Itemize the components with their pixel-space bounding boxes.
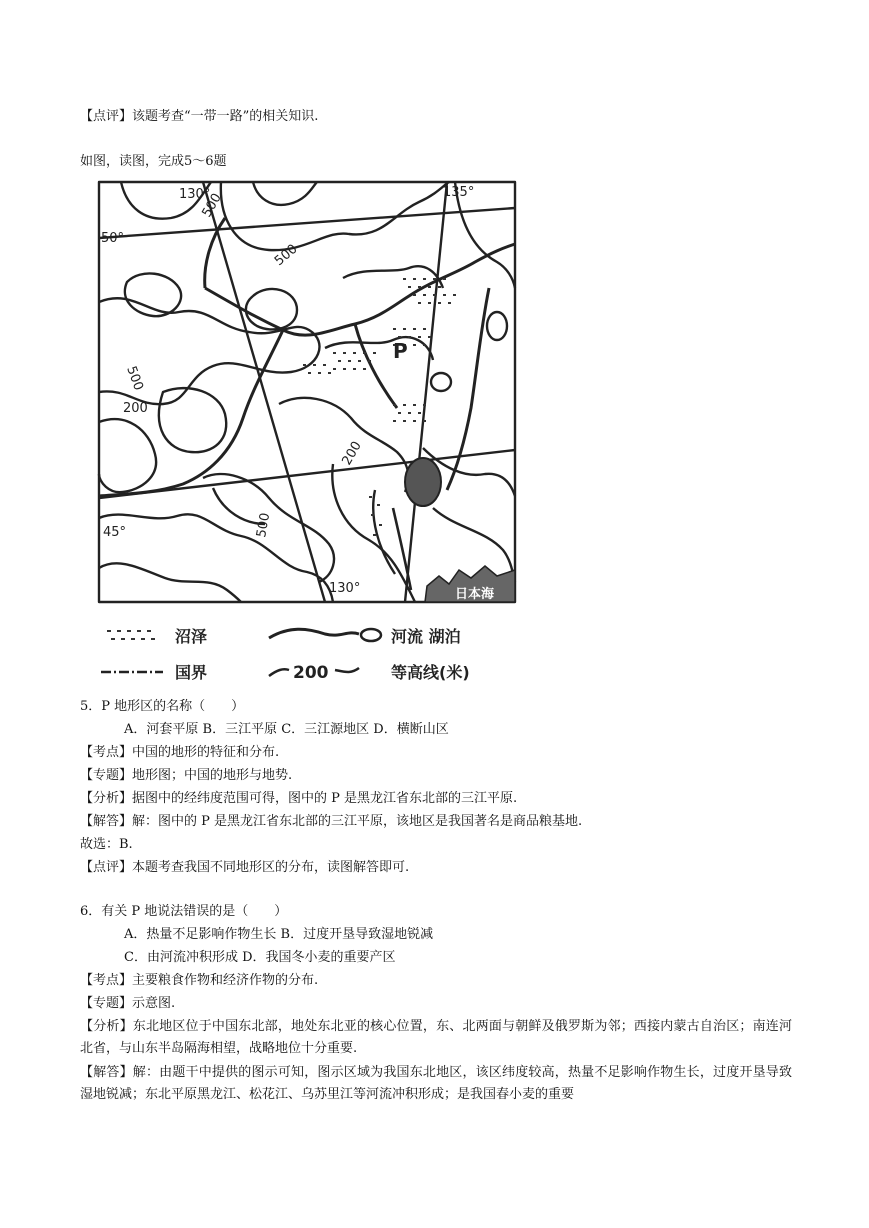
q6-jieda: 【解答】解：由题干中提供的图示可知，图示区域为我国东北地区，该区纬度较高，热量不足影响作物生长，过度开垦导致湿地锐减；东北平原黑龙江、松花江、乌苏里江等河流冲积形成；是我国春小麦的重要 xyxy=(80,1065,792,1102)
q6-options-1: A．热量不足影响作物生长 B．过度开垦导致湿地锐减 xyxy=(124,927,434,942)
legend-swamp: 沼泽 xyxy=(175,627,208,646)
legend-border: 国界 xyxy=(175,663,208,682)
label-lat-50: 50° xyxy=(101,231,125,246)
topographic-map xyxy=(93,178,521,686)
q6-kaodian: 【考点】主要粮食作物和经济作物的分布. xyxy=(80,973,319,988)
contour-label: 500 xyxy=(199,190,225,220)
label-lat-45: 45° xyxy=(103,525,127,540)
q5-dianping: 【点评】本题考查我国不同地形区的分布，读图解答即可. xyxy=(80,860,410,875)
contour-label: 500 xyxy=(254,511,274,539)
q5-kaodian: 【考点】中国的地形的特征和分布. xyxy=(80,745,280,760)
q5-fenxi: 【分析】据图中的经纬度范围可得，图中的 P 是黑龙江省东北部的三江平原. xyxy=(80,791,518,806)
lake-dark xyxy=(405,458,441,506)
comment-q4: 【点评】该题考查“一带一路”的相关知识. xyxy=(80,109,319,124)
q5-options: A．河套平原 B．三江平原 C．三江源地区 D．横断山区 xyxy=(124,722,449,737)
legend-contour-sample: 200 xyxy=(293,663,329,683)
contour-label: 200 xyxy=(339,438,365,468)
legend-river-lake: 河流 湖泊 xyxy=(391,627,461,646)
contour-label: 200 xyxy=(123,401,148,416)
q6-stem: 6．有关 P 地说法错误的是（ ） xyxy=(80,904,288,919)
q5-zhuanti: 【专题】地形图；中国的地形与地势. xyxy=(80,768,293,783)
contour-label: 500 xyxy=(271,241,301,270)
q5-jieda: 【解答】解：图中的 P 是黑龙江省东北部的三江平原，该地区是我国著名是商品粮基地. xyxy=(80,814,583,829)
q5-answer: 故选：B. xyxy=(80,837,133,852)
label-p: P xyxy=(393,339,408,363)
q5-stem: 5．P 地形区的名称（ ） xyxy=(80,699,245,714)
label-lon-135: 135° xyxy=(443,185,475,200)
q6-options-2: C．由河流冲积形成 D．我国冬小麦的重要产区 xyxy=(124,950,396,965)
contour-label: 500 xyxy=(123,364,146,393)
q6-fenxi: 【分析】东北地区位于中国东北部，地处东北亚的核心位置，东、北两面与朝鲜及俄罗斯为邻；西接内蒙古自治区；南连河北省，与山东半岛隔海相望，战略地位十分重要. xyxy=(80,1019,792,1056)
label-lon-130-bottom: 130° xyxy=(329,581,361,596)
map-intro: 如图，读图，完成5～6题 xyxy=(80,154,227,169)
label-lon-130: 130° xyxy=(179,187,211,202)
legend-contour: 等高线(米) xyxy=(391,663,470,682)
q6-zhuanti: 【专题】示意图. xyxy=(80,996,176,1011)
label-sea: 日本海 xyxy=(455,587,495,602)
